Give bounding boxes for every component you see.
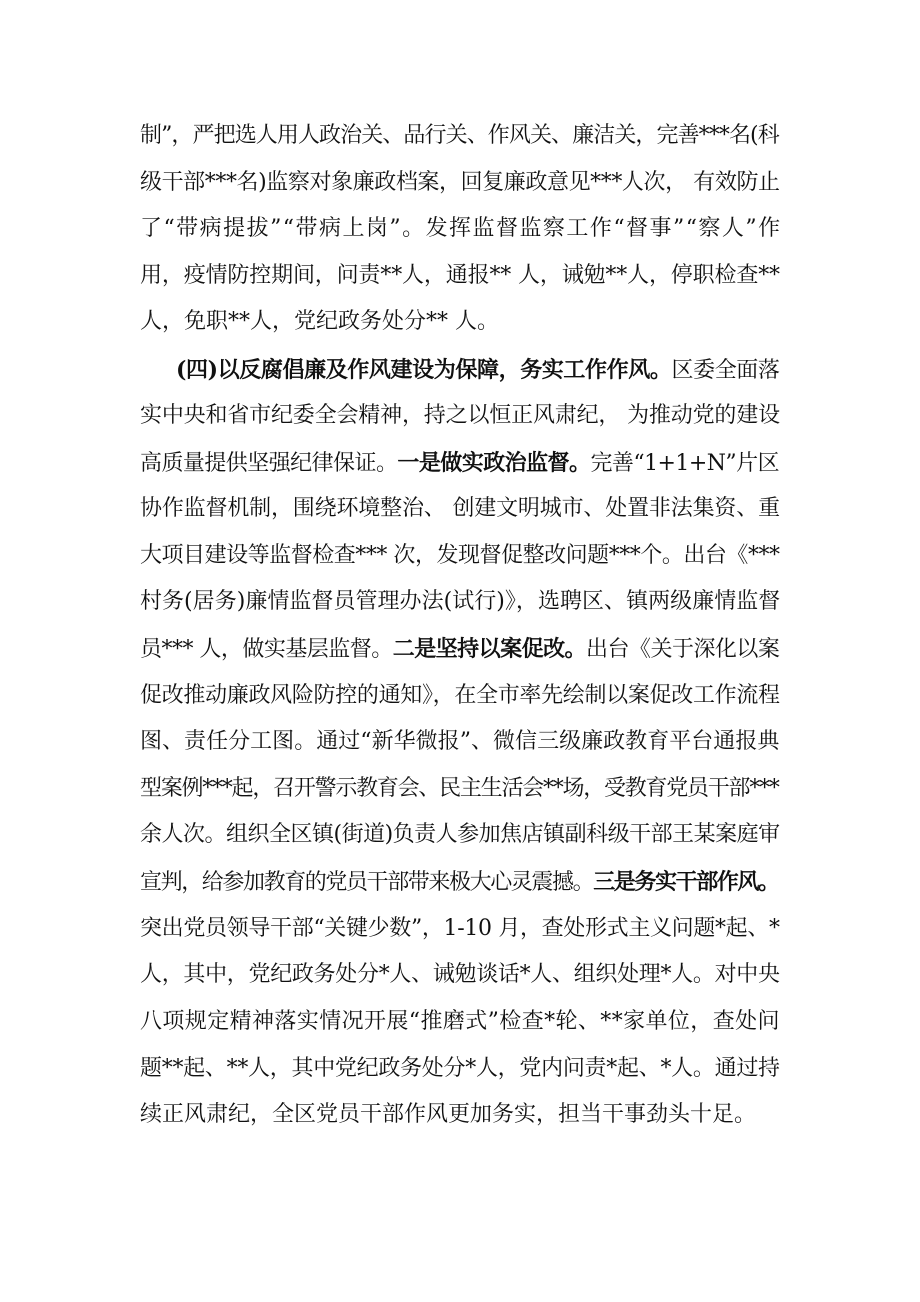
body-text: 余人次。组织全区镇(街道)负责人参加焦店镇副科级干部王某案庭审 [140,822,780,847]
bold-heading-text: (四)以反腐倡廉及作风建设为保障，务实工作作风。 [176,357,672,383]
bold-heading-text: 二是坚持以案促改。 [392,636,587,662]
text-line [140,1100,756,1130]
body-text: 宣判，给参加教育的党员干部带来极大心灵震撼。 [140,870,594,895]
body-text: 续正风肃纪，全区党员干部作风更加务实，担当干事劲头十足。 [140,1102,757,1127]
body-text: 级干部***名)监察对象廉政档案，回复廉政意见***人次， 有效防止 [140,170,780,195]
body-text: 人，其中，党纪政务处分*人、诫勉谈话*人、组织处理*人。对中央 [140,962,780,987]
body-text: 出台《关于深化以案 [586,637,780,662]
text-line [140,494,780,524]
body-text: 题**起、**人，其中党纪政务处分*人，党内问责*起、*人。通过持 [140,1056,780,1081]
body-text: 图、责任分工图。通过“新华微报”、微信三级廉政教育平台通报典 [140,729,780,754]
text-line [140,214,782,244]
text-line [140,168,780,198]
body-text: 员*** 人，做实基层监督。 [140,637,393,662]
text-line [140,727,779,757]
body-text: 协作监督机制，围绕环境整治、 创建文明城市、处置非法集资、重 [140,496,780,521]
text-line [140,261,780,291]
body-text: 突出党员领导干部“关键少数”，1-10 月，查处形式主义问题*起、* [140,916,780,941]
body-text: 区委全面落 [671,358,780,383]
body-text: 大项目建设等监督检查*** 次，发现督促整改问题***个。出台《*** [140,543,780,568]
text-line [140,914,780,944]
body-text: 了“带病提拔”“带病上岗”。发挥监督监察工作“督事”“察人”作 [140,216,782,241]
text-line [140,448,779,479]
text-line [140,960,780,990]
text-line [140,307,499,337]
body-text: 型案例***起，召开警示教育会、民主生活会**场，受教育党员干部*** [140,776,779,801]
bold-heading-text: 三是务实干部作风。 [593,869,779,895]
text-line [140,681,780,711]
body-text: 人，免职**人，党纪政务处分** 人。 [140,309,499,334]
body-text: 村务(居务)廉情监督员管理办法(试行)》，选聘区、镇两级廉情监督 [140,589,781,614]
body-text: 八项规定精神落实情况开展“推磨式”检查*轮、**家单位，查处问 [140,1009,780,1034]
text-line [176,355,780,386]
text-line [140,1054,780,1084]
body-text: 促改推动廉政风险防控的通知》，在全市率先绘制以案促改工作流程 [140,683,780,708]
body-text: 用，疫情防控期间，问责**人，通报** 人，诫勉**人，停职检查** [140,263,780,288]
text-line [140,867,779,898]
text-line [140,634,779,665]
text-line [140,1007,780,1037]
text-line [140,820,780,850]
bold-heading-text: 一是做实政治监督。 [397,450,591,476]
text-line [140,541,780,571]
body-text: 完善“1+1+N”片区 [590,451,780,476]
text-line [140,121,779,151]
body-text: 实中央和省市纪委全会精神，持之以恒正风肃纪， 为推动党的建设 [140,403,780,428]
text-line [140,401,780,431]
text-line [140,587,780,617]
body-text: 制”，严把选人用人政治关、品行关、作风关、廉洁关，完善***名(科 [140,123,779,148]
body-text: 高质量提供坚强纪律保证。 [140,451,398,476]
text-line [140,774,779,804]
